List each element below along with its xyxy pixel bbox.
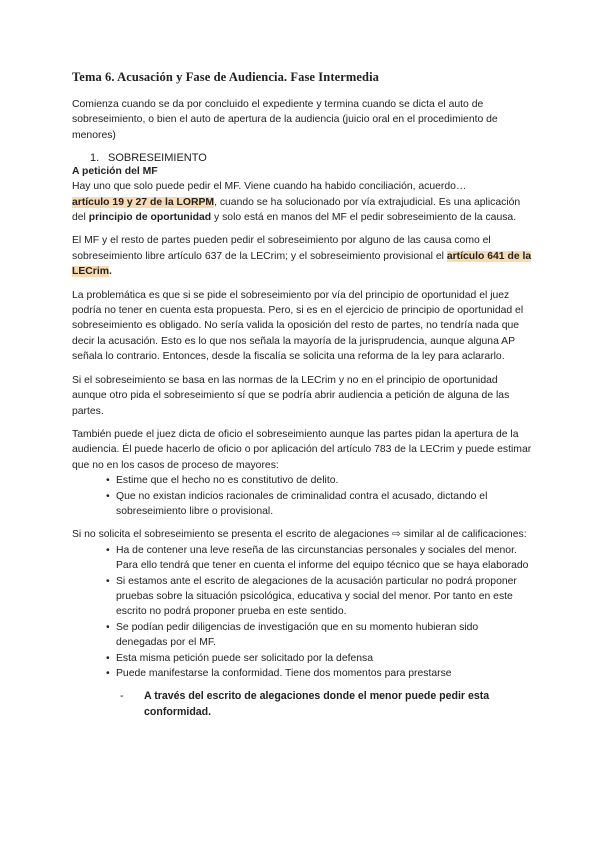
document-body [72, 70, 532, 720]
list-item: • Si estamos ante el escrito de alegaciones de la acusación particular no podrá proponer pruebas sobre la situación psicológica, educativa y social del menor. Por tanto en este escrito no podrá proponer prueba en este sentido. [106, 574, 532, 620]
list-item: • Estime que el hecho no es constitutivo de delito. [106, 473, 532, 488]
paragraph-1 [72, 179, 532, 225]
paragraph-2 [72, 233, 532, 279]
bullet-list-2 [106, 543, 532, 682]
highlight-lorpm: artículo 19 y 27 de la LORPM [72, 196, 215, 208]
list-item: • Se podían pedir diligencias de investigación que en su momento hubieran sido denegadas por el MF. [106, 620, 532, 651]
list-item: • Esta misma petición puede ser solicitado por la defensa [106, 651, 532, 666]
section-heading [90, 151, 532, 165]
section-title: SOBRESEIMIENTO [108, 152, 207, 165]
paragraph-2-text-b: . [108, 266, 112, 278]
paragraph-1-text-c: y solo está en manos del MF el pedir sobreseimiento de la causa. [211, 212, 517, 224]
paragraph-3: La problemática es que si se pide el sobreseimiento por vía del principio de oportunidad el juez podría no tener en cuenta esta propuesta. Pero, si es en el ejercicio de principio de oportunidad el sobreseimiento es obligado. No sería valida la oposición del resto de partes, no tendría nada que decir la acusación. Esto es lo que nos señala la mayoría de la jurisprudencia, aunque alguna AP señala lo contrario. Entonces, desde la fiscalía se solicita una reforma de la ley para aclararlo. [72, 289, 524, 363]
dash-list [120, 689, 532, 720]
list-item: • Que no existan indicios racionales de criminalidad contra el acusado, dictando el sobreseimiento libre o provisional. [106, 489, 532, 520]
paragraph-5: También puede el juez dicta de oficio el sobreseimiento aunque las partes pidan la apertura de la audiencia. Él puede hacerlo de oficio o por aplicación del artículo 783 de la LECrim y puede estimar que no en los casos de proceso de mayores: [72, 428, 532, 471]
bold-principio: principio de oportunidad [88, 212, 212, 224]
paragraph-4: Si el sobreseimiento se basa en las normas de la LECrim y no en el principio de oportunidad aunque otro pida el sobreseimiento sí que se podría abrir audiencia a petición de alguna de las partes. [72, 374, 510, 417]
highlight-lecrim: artículo 641 de la LECrim [72, 250, 532, 278]
list-item: • Puede manifestarse la conformidad. Tiene dos momentos para prestarse [106, 666, 532, 681]
paragraph-1-text-b: , cuando se ha solucionado por vía extrajudicial. Es una aplicación del [72, 196, 521, 224]
section-number: 1. [90, 152, 100, 165]
document-title: Tema 6. Acusación y Fase de Audiencia. Fase Intermedia [72, 70, 380, 84]
paragraph-6: Si no solicita el sobreseimiento se presenta el escrito de alegaciones ⇨ similar al de calificaciones: [72, 529, 527, 541]
list-item: • Ha de contener una leve reseña de las circunstancias personales y sociales del menor. Para ello tendrá que tener en cuenta el informe del equipo técnico que se haya elaborado [106, 543, 532, 574]
bullet-list-1 [106, 473, 532, 519]
dash-item: - A través del escrito de alegaciones donde el menor puede pedir esta conformidad. [120, 689, 532, 720]
paragraph-2-text-a: El MF y el resto de partes pueden pedir el sobreseimiento por alguno de las causa como el sobreseimiento libre artículo 637 de la LECrim; y el sobreseimiento provisional el [72, 235, 491, 262]
intro-paragraph: Comienza cuando se da por concluido el expediente y termina cuando se dicta el auto de sobreseimiento, o bien el auto de apertura de la audiencia (juicio oral en el procedimiento de menores) [72, 99, 498, 141]
paragraph-1-text-a: Hay uno que solo puede pedir el MF. Viene cuando ha habido conciliación, acuerdo… [72, 181, 467, 193]
subheading: A petición del MF [72, 166, 158, 178]
